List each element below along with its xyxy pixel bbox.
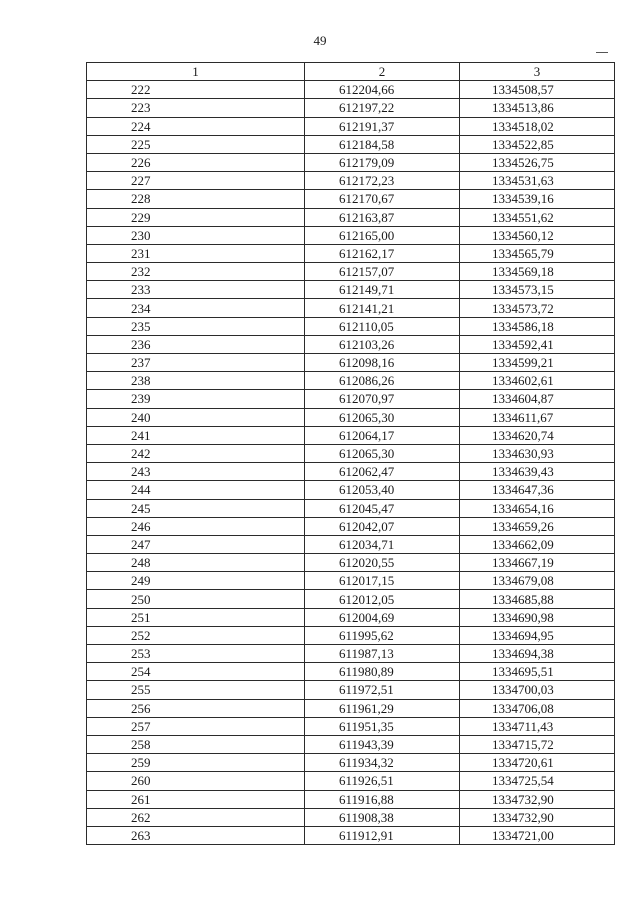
y-coordinate-cell: 1334715,72	[460, 735, 615, 753]
y-coordinate-cell: 1334518,02	[460, 117, 615, 135]
column-header-2: 2	[305, 63, 460, 81]
table-row	[87, 572, 615, 590]
x-coordinate-cell: 611926,51	[305, 772, 460, 790]
y-coordinate-cell: 1334611,67	[460, 408, 615, 426]
x-coordinate-cell: 611951,35	[305, 717, 460, 735]
point-number-cell: 241	[87, 426, 305, 444]
point-number-cell: 227	[87, 172, 305, 190]
point-number-cell: 225	[87, 135, 305, 153]
table-row	[87, 390, 615, 408]
column-header-3: 3	[460, 63, 615, 81]
x-coordinate-cell: 612191,37	[305, 117, 460, 135]
table-row	[87, 244, 615, 262]
point-number-cell: 230	[87, 226, 305, 244]
point-number-cell: 259	[87, 754, 305, 772]
point-number-cell: 238	[87, 372, 305, 390]
point-number-cell: 245	[87, 499, 305, 517]
table-row	[87, 208, 615, 226]
x-coordinate-cell: 611980,89	[305, 663, 460, 681]
point-number-cell: 244	[87, 481, 305, 499]
x-coordinate-cell: 612163,87	[305, 208, 460, 226]
y-coordinate-cell: 1334679,08	[460, 572, 615, 590]
y-coordinate-cell: 1334522,85	[460, 135, 615, 153]
table-row	[87, 281, 615, 299]
x-coordinate-cell: 611934,32	[305, 754, 460, 772]
x-coordinate-cell: 611916,88	[305, 790, 460, 808]
table-body	[87, 81, 615, 845]
y-coordinate-cell: 1334513,86	[460, 99, 615, 117]
x-coordinate-cell: 611912,91	[305, 826, 460, 844]
x-coordinate-cell: 612172,23	[305, 172, 460, 190]
y-coordinate-cell: 1334647,36	[460, 481, 615, 499]
y-coordinate-cell: 1334551,62	[460, 208, 615, 226]
x-coordinate-cell: 611972,51	[305, 681, 460, 699]
point-number-cell: 260	[87, 772, 305, 790]
point-number-cell: 234	[87, 299, 305, 317]
table-row	[87, 826, 615, 844]
y-coordinate-cell: 1334732,90	[460, 808, 615, 826]
table-row	[87, 626, 615, 644]
y-coordinate-cell: 1334599,21	[460, 354, 615, 372]
x-coordinate-cell: 612004,69	[305, 608, 460, 626]
y-coordinate-cell: 1334508,57	[460, 81, 615, 99]
x-coordinate-cell: 611943,39	[305, 735, 460, 753]
x-coordinate-cell: 612064,17	[305, 426, 460, 444]
point-number-cell: 252	[87, 626, 305, 644]
y-coordinate-cell: 1334573,15	[460, 281, 615, 299]
point-number-cell: 243	[87, 463, 305, 481]
point-number-cell: 261	[87, 790, 305, 808]
y-coordinate-cell: 1334654,16	[460, 499, 615, 517]
table-row	[87, 790, 615, 808]
x-coordinate-cell: 612017,15	[305, 572, 460, 590]
y-coordinate-cell: 1334630,93	[460, 444, 615, 462]
table-header-row	[87, 63, 615, 81]
x-coordinate-cell: 612110,05	[305, 317, 460, 335]
y-coordinate-cell: 1334604,87	[460, 390, 615, 408]
point-number-cell: 232	[87, 263, 305, 281]
point-number-cell: 235	[87, 317, 305, 335]
table-row	[87, 590, 615, 608]
table-row	[87, 153, 615, 171]
table-row	[87, 608, 615, 626]
table-row	[87, 535, 615, 553]
y-coordinate-cell: 1334639,43	[460, 463, 615, 481]
point-number-cell: 242	[87, 444, 305, 462]
x-coordinate-cell: 612020,55	[305, 554, 460, 572]
point-number-cell: 253	[87, 645, 305, 663]
y-coordinate-cell: 1334695,51	[460, 663, 615, 681]
x-coordinate-cell: 612070,97	[305, 390, 460, 408]
table-row	[87, 754, 615, 772]
x-coordinate-cell: 612204,66	[305, 81, 460, 99]
point-number-cell: 231	[87, 244, 305, 262]
y-coordinate-cell: 1334620,74	[460, 426, 615, 444]
x-coordinate-cell: 612065,30	[305, 444, 460, 462]
table-row	[87, 463, 615, 481]
y-coordinate-cell: 1334565,79	[460, 244, 615, 262]
point-number-cell: 240	[87, 408, 305, 426]
point-number-cell: 223	[87, 99, 305, 117]
x-coordinate-cell: 612184,58	[305, 135, 460, 153]
x-coordinate-cell: 612045,47	[305, 499, 460, 517]
page-number: 49	[313, 33, 327, 48]
x-coordinate-cell: 612062,47	[305, 463, 460, 481]
x-coordinate-cell: 611908,38	[305, 808, 460, 826]
point-number-cell: 222	[87, 81, 305, 99]
table-row	[87, 499, 615, 517]
x-coordinate-cell: 612053,40	[305, 481, 460, 499]
table-row	[87, 717, 615, 735]
y-coordinate-cell: 1334560,12	[460, 226, 615, 244]
x-coordinate-cell: 612012,05	[305, 590, 460, 608]
point-number-cell: 247	[87, 535, 305, 553]
x-coordinate-cell: 612149,71	[305, 281, 460, 299]
coordinates-table	[86, 62, 615, 845]
point-number-cell: 262	[87, 808, 305, 826]
y-coordinate-cell: 1334531,63	[460, 172, 615, 190]
table-row	[87, 772, 615, 790]
point-number-cell: 254	[87, 663, 305, 681]
y-coordinate-cell: 1334721,00	[460, 826, 615, 844]
x-coordinate-cell: 612157,07	[305, 263, 460, 281]
point-number-cell: 257	[87, 717, 305, 735]
table-row	[87, 317, 615, 335]
point-number-cell: 224	[87, 117, 305, 135]
x-coordinate-cell: 611995,62	[305, 626, 460, 644]
table-row	[87, 735, 615, 753]
table-row	[87, 426, 615, 444]
scan-mark	[596, 52, 608, 53]
point-number-cell: 228	[87, 190, 305, 208]
table-row	[87, 81, 615, 99]
point-number-cell: 229	[87, 208, 305, 226]
table-row	[87, 554, 615, 572]
x-coordinate-cell: 612103,26	[305, 335, 460, 353]
table-row	[87, 808, 615, 826]
y-coordinate-cell: 1334573,72	[460, 299, 615, 317]
point-number-cell: 233	[87, 281, 305, 299]
table-row	[87, 335, 615, 353]
point-number-cell: 246	[87, 517, 305, 535]
point-number-cell: 236	[87, 335, 305, 353]
x-coordinate-cell: 612042,07	[305, 517, 460, 535]
x-coordinate-cell: 612034,71	[305, 535, 460, 553]
y-coordinate-cell: 1334685,88	[460, 590, 615, 608]
y-coordinate-cell: 1334662,09	[460, 535, 615, 553]
point-number-cell: 249	[87, 572, 305, 590]
table-row	[87, 226, 615, 244]
y-coordinate-cell: 1334539,16	[460, 190, 615, 208]
y-coordinate-cell: 1334526,75	[460, 153, 615, 171]
table-row	[87, 299, 615, 317]
table-row	[87, 190, 615, 208]
point-number-cell: 248	[87, 554, 305, 572]
table-row	[87, 117, 615, 135]
point-number-cell: 226	[87, 153, 305, 171]
y-coordinate-cell: 1334569,18	[460, 263, 615, 281]
y-coordinate-cell: 1334732,90	[460, 790, 615, 808]
y-coordinate-cell: 1334694,38	[460, 645, 615, 663]
x-coordinate-cell: 612170,67	[305, 190, 460, 208]
point-number-cell: 255	[87, 681, 305, 699]
point-number-cell: 237	[87, 354, 305, 372]
table-row	[87, 699, 615, 717]
x-coordinate-cell: 612162,17	[305, 244, 460, 262]
table-row	[87, 99, 615, 117]
table-row	[87, 517, 615, 535]
x-coordinate-cell: 611961,29	[305, 699, 460, 717]
point-number-cell: 258	[87, 735, 305, 753]
point-number-cell: 239	[87, 390, 305, 408]
y-coordinate-cell: 1334602,61	[460, 372, 615, 390]
x-coordinate-cell: 612086,26	[305, 372, 460, 390]
y-coordinate-cell: 1334706,08	[460, 699, 615, 717]
table-row	[87, 481, 615, 499]
x-coordinate-cell: 611987,13	[305, 645, 460, 663]
point-number-cell: 256	[87, 699, 305, 717]
y-coordinate-cell: 1334700,03	[460, 681, 615, 699]
table-row	[87, 681, 615, 699]
y-coordinate-cell: 1334586,18	[460, 317, 615, 335]
table-row	[87, 444, 615, 462]
x-coordinate-cell: 612197,22	[305, 99, 460, 117]
table-row	[87, 372, 615, 390]
x-coordinate-cell: 612179,09	[305, 153, 460, 171]
y-coordinate-cell: 1334725,54	[460, 772, 615, 790]
x-coordinate-cell: 612141,21	[305, 299, 460, 317]
y-coordinate-cell: 1334592,41	[460, 335, 615, 353]
y-coordinate-cell: 1334711,43	[460, 717, 615, 735]
table-row	[87, 645, 615, 663]
y-coordinate-cell: 1334667,19	[460, 554, 615, 572]
table-row	[87, 263, 615, 281]
y-coordinate-cell: 1334659,26	[460, 517, 615, 535]
y-coordinate-cell: 1334694,95	[460, 626, 615, 644]
y-coordinate-cell: 1334690,98	[460, 608, 615, 626]
point-number-cell: 263	[87, 826, 305, 844]
x-coordinate-cell: 612098,16	[305, 354, 460, 372]
table-row	[87, 172, 615, 190]
y-coordinate-cell: 1334720,61	[460, 754, 615, 772]
table-row	[87, 135, 615, 153]
point-number-cell: 250	[87, 590, 305, 608]
table-row	[87, 663, 615, 681]
point-number-cell: 251	[87, 608, 305, 626]
x-coordinate-cell: 612065,30	[305, 408, 460, 426]
table-row	[87, 408, 615, 426]
table-row	[87, 354, 615, 372]
column-header-1: 1	[87, 63, 305, 81]
x-coordinate-cell: 612165,00	[305, 226, 460, 244]
